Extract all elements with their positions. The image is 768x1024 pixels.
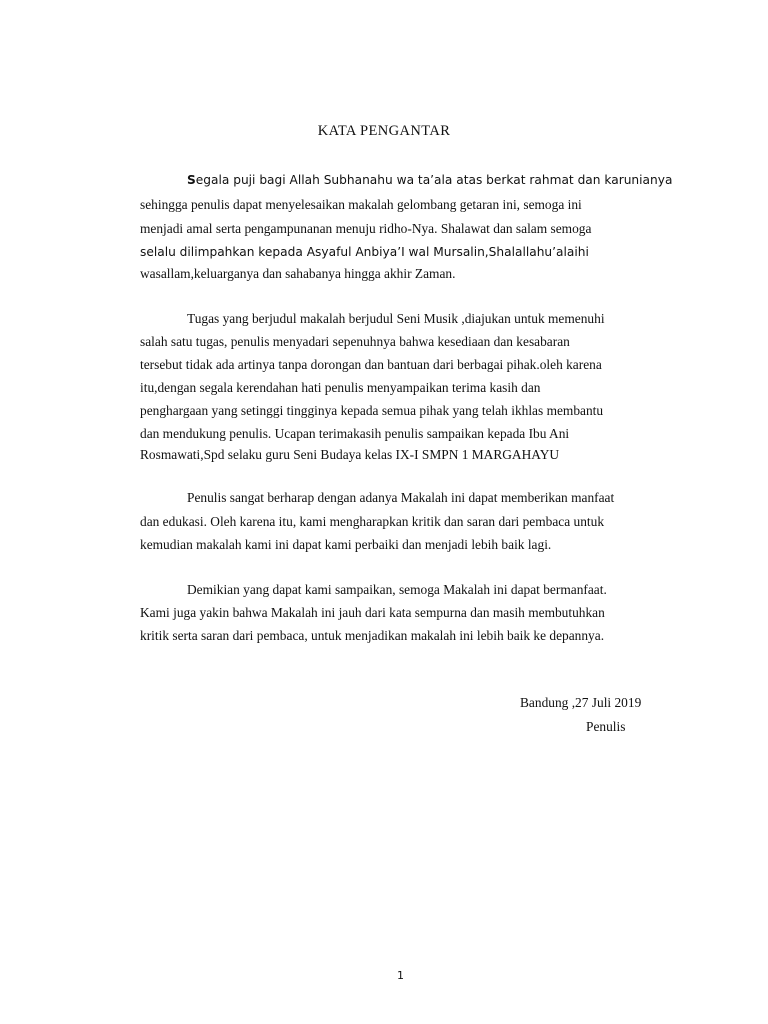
paragraph-2-line-6: dan mendukung penulis. Ucapan terimakasih penulis sampaikan kepada Ibu Ani — [140, 426, 570, 441]
page-number: 1 — [397, 969, 404, 982]
paragraph-3-line-3: kemudian makalah kami ini dapat kami perbaiki dan menjadi lebih baik lagi. — [140, 537, 552, 552]
paragraph-2-line-3: tersebut tidak ada artinya tanpa dorongan dan bantuan dari berbagai pihak.oleh karena — [140, 357, 602, 372]
paragraph-2-line-5: penghargaan yang setinggi tingginya kepada semua pihak yang telah ikhlas membantu — [140, 403, 604, 418]
paragraph-2-line-4: itu,dengan segala kerendahan hati penulis menyampaikan terima kasih dan — [140, 380, 541, 395]
paragraph-4-line-2: Kami juga yakin bahwa Makalah ini jauh dari kata sempurna dan masih membutuhkan — [140, 605, 605, 620]
paragraph-1-initial: S — [187, 173, 196, 187]
page-title: KATA PENGANTAR — [317, 123, 451, 139]
paragraph-3-line-2: dan edukasi. Oleh karena itu, kami mengharapkan kritik dan saran dari pembaca untuk — [140, 514, 605, 529]
paragraph-1-line-2: sehingga penulis dapat menyelesaikan makalah gelombang getaran ini, semoga ini — [140, 197, 582, 212]
paragraph-3-line-1: Penulis sangat berharap dengan adanya Makalah ini dapat memberikan manfaat — [187, 490, 615, 505]
signature-place-date: Bandung ,27 Juli 2019 — [520, 695, 642, 710]
paragraph-1-line-3: menjadi amal serta pengampunanan menuju ridho-Nya. Shalawat dan salam semoga — [140, 221, 592, 236]
paragraph-4-line-1: Demikian yang dapat kami sampaikan, semoga Makalah ini dapat bermanfaat. — [187, 582, 607, 597]
paragraph-1-line-5: wasallam,keluarganya dan sahabanya hingga akhir Zaman. — [140, 266, 456, 281]
paragraph-2-line-2: salah satu tugas, penulis menyadari sepenuhnya bahwa kesediaan dan kesabaran — [140, 334, 570, 349]
paragraph-1-line-4: selalu dilimpahkan kepada Asyaful Anbiya’I wal Mursalin,Shalallahu’alaihi — [140, 245, 589, 259]
paragraph-1-line-1 — [187, 173, 672, 187]
signature-author: Penulis — [586, 719, 626, 734]
paragraph-1-line-1-text: egala puji bagi Allah Subhanahu wa ta’ala atas berkat rahmat dan karunianya — [195, 173, 673, 187]
paragraph-2-line-7: Rosmawati,Spd selaku guru Seni Budaya kelas IX-I SMPN 1 MARGAHAYU — [140, 447, 560, 462]
paragraph-4-line-3: kritik serta saran dari pembaca, untuk menjadikan makalah ini lebih baik ke depannya. — [140, 628, 605, 643]
paragraph-2-line-1: Tugas yang berjudul makalah berjudul Seni Musik ,diajukan untuk memenuhi — [187, 311, 605, 326]
